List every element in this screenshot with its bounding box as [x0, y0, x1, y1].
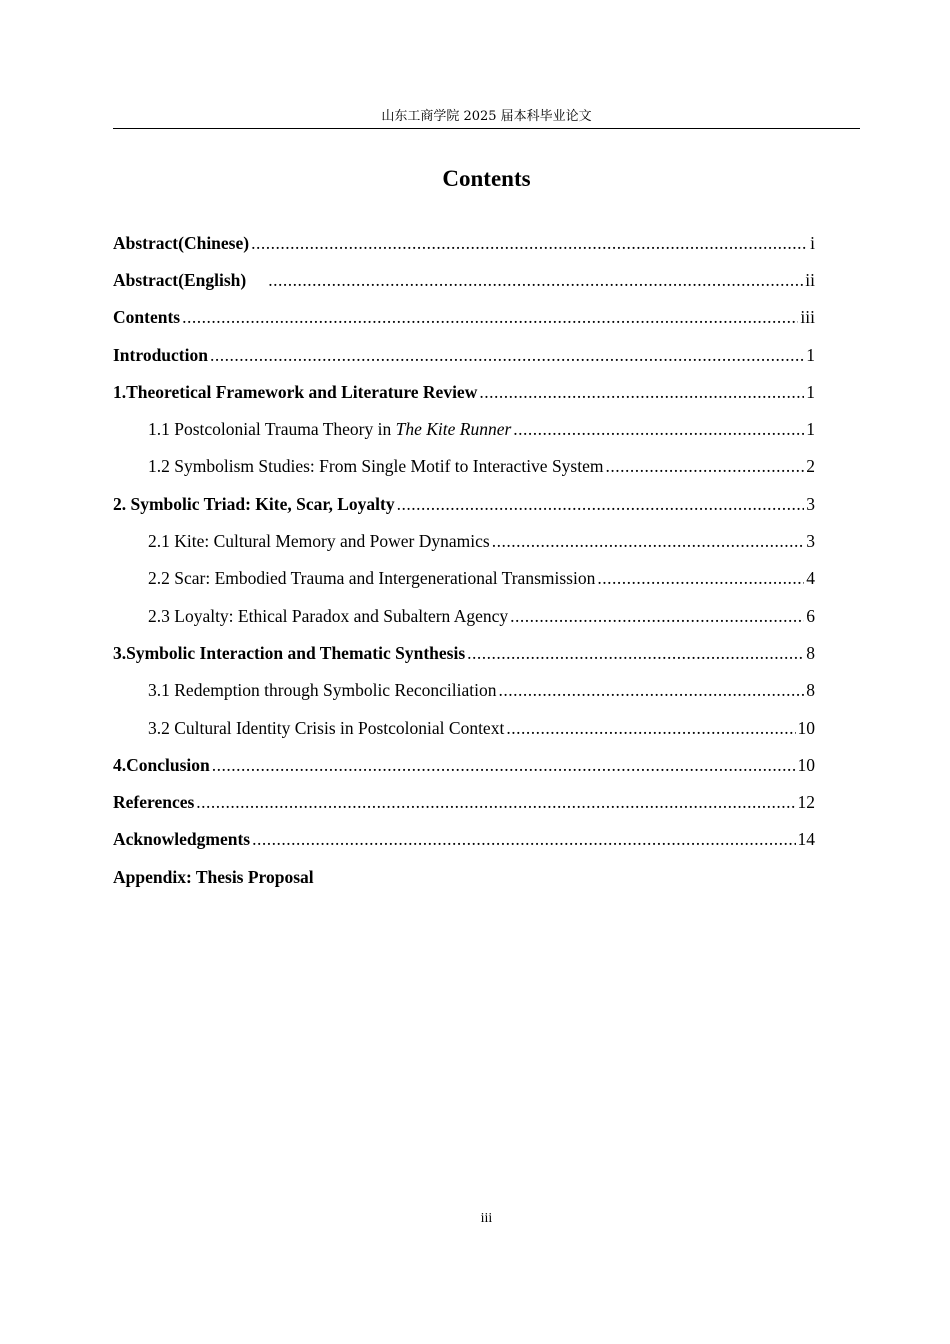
running-header: 山东工商学院 2025 届本科毕业论文: [381, 109, 592, 124]
toc-entry-title: 3.2 Cultural Identity Crisis in Postcolonial Context: [148, 717, 505, 738]
toc-page-number: 10: [797, 754, 815, 775]
toc-page-number: i: [810, 232, 815, 253]
toc-page-number: 8: [806, 642, 815, 663]
toc-entry-title: 2.1 Kite: Cultural Memory and Power Dynamics: [148, 531, 490, 552]
toc-page-number: ii: [805, 269, 815, 290]
toc-entry[interactable]: [113, 560, 815, 597]
toc-entry[interactable]: [113, 597, 815, 634]
toc-entry-title: Introduction: [113, 344, 208, 365]
toc-entry[interactable]: [113, 821, 815, 858]
page-title: Contents: [442, 166, 531, 191]
header-rule: [113, 128, 860, 129]
toc-entry[interactable]: [113, 299, 815, 336]
toc-entry-title: 1.Theoretical Framework and Literature Review: [113, 381, 478, 402]
toc-entry-title: 2. Symbolic Triad: Kite, Scar, Loyalty: [113, 493, 395, 514]
toc-page-number: 1: [806, 419, 815, 440]
toc-entry-title: Acknowledgments: [113, 829, 251, 850]
toc-entry[interactable]: [113, 858, 815, 895]
toc-page-number: 1: [806, 344, 815, 365]
toc-entry[interactable]: [113, 746, 815, 783]
toc-entry-title: 1.2 Symbolism Studies: From Single Motif to Interactive System: [148, 456, 604, 477]
toc-page-number: 3: [806, 493, 815, 514]
page-number: iii: [480, 1211, 493, 1226]
toc-entry[interactable]: [113, 522, 815, 559]
toc-page-number: 12: [797, 792, 815, 813]
table-of-contents: [113, 224, 815, 895]
toc-leader-dots: [212, 753, 796, 777]
toc-page-number: 1: [806, 381, 815, 402]
toc-page-number: 8: [806, 680, 815, 701]
toc-leader-dots: [479, 380, 804, 404]
toc-entry[interactable]: [113, 410, 815, 447]
toc-leader-dots: [492, 529, 805, 553]
toc-entry-title: References: [113, 792, 195, 813]
toc-page-number: 2: [806, 456, 815, 477]
toc-page-number: 14: [797, 829, 815, 850]
toc-entry[interactable]: [113, 224, 815, 261]
toc-leader-dots: [268, 268, 803, 292]
toc-leader-dots: [182, 305, 798, 329]
toc-leader-dots: [210, 343, 804, 367]
toc-page-number: 4: [806, 568, 815, 589]
toc-entry-title: Contents: [113, 307, 181, 328]
toc-entry-title: Abstract(English): [113, 269, 247, 290]
toc-leader-dots: [397, 492, 805, 516]
toc-entry[interactable]: [113, 336, 815, 373]
toc-entry[interactable]: [113, 783, 815, 820]
toc-leader-dots: [252, 827, 795, 851]
toc-leader-dots: [506, 716, 795, 740]
toc-leader-dots: [251, 231, 808, 255]
toc-entry-title: 3.1 Redemption through Symbolic Reconciliation: [148, 680, 497, 701]
toc-entry[interactable]: [113, 485, 815, 522]
toc-leader-dots: [196, 790, 795, 814]
toc-entry-title: 1.1 Postcolonial Trauma Theory in The Kite Runner: [148, 419, 512, 440]
toc-leader-dots: [597, 566, 804, 590]
toc-entry-title: Appendix: Thesis Proposal: [113, 866, 314, 887]
toc-page-number: 3: [806, 531, 815, 552]
toc-page-number: 10: [797, 717, 815, 738]
toc-leader-dots: [499, 678, 805, 702]
toc-entry-title: 2.2 Scar: Embodied Trauma and Intergenerational Transmission: [148, 568, 596, 589]
toc-entry[interactable]: [113, 373, 815, 410]
toc-leader-dots: [513, 417, 804, 441]
toc-entry[interactable]: [113, 261, 815, 298]
toc-entry-title: Abstract(Chinese): [113, 232, 250, 253]
toc-leader-dots: [467, 641, 804, 665]
toc-entry[interactable]: [113, 448, 815, 485]
toc-entry[interactable]: [113, 634, 815, 671]
toc-leader-dots: [605, 454, 804, 478]
toc-entry[interactable]: [113, 672, 815, 709]
toc-page-number: iii: [800, 307, 815, 328]
toc-entry-title: 2.3 Loyalty: Ethical Paradox and Subaltern Agency: [148, 605, 509, 626]
toc-entry[interactable]: [113, 709, 815, 746]
toc-entry-title: 3.Symbolic Interaction and Thematic Synthesis: [113, 642, 466, 663]
toc-entry-title: 4.Conclusion: [113, 754, 210, 775]
toc-leader-dots: [510, 604, 804, 628]
toc-page-number: 6: [806, 605, 815, 626]
